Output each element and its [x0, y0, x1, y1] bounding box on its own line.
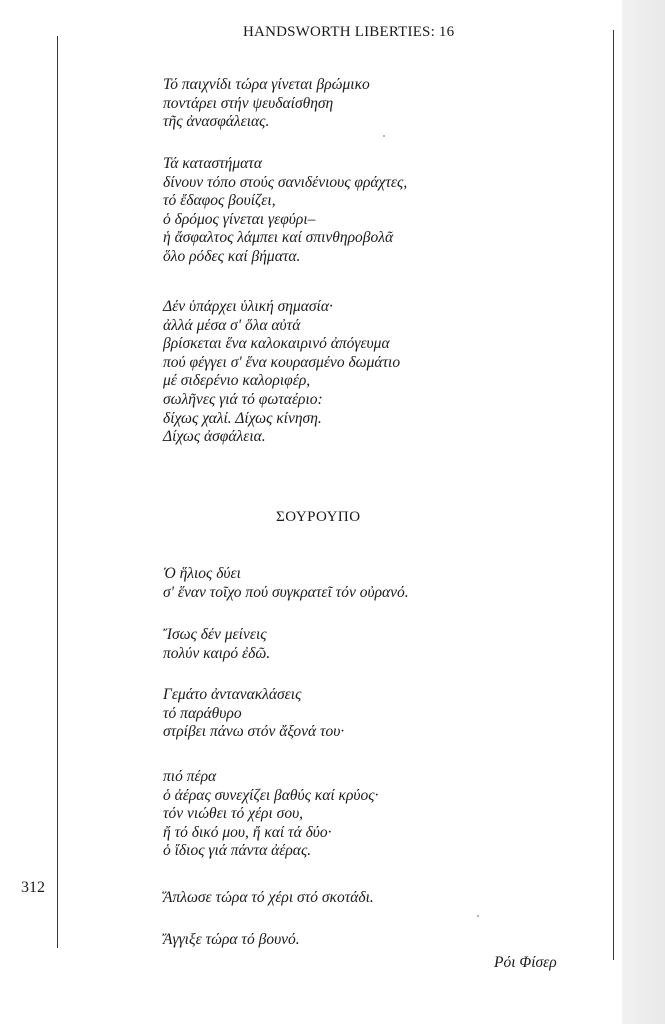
right-margin-rule — [613, 30, 614, 960]
poem2-stanza-3 — [163, 686, 344, 742]
verse-line: σ' ἕναν τοῖχο πού συγκρατεῖ τόν οὐρανό. — [163, 583, 409, 601]
verse-line: πού φέγγει σ' ἕνα κουρασμένο δωμάτιο — [163, 353, 401, 371]
poem2-stanza-1 — [163, 565, 409, 602]
verse-line: Ἄγγιξε τώρα τό βουνό. — [163, 931, 300, 948]
verse-line: ὅλο ρόδες καί βήματα. — [163, 247, 301, 265]
print-speck — [383, 135, 385, 137]
verse-line: τό παράθυρο — [163, 704, 242, 722]
verse-line: ἀλλά μέσα σ' ὅλα αὐτά — [163, 316, 301, 334]
verse-line: ὁ δρόμος γίνεται γεφύρι– — [163, 210, 316, 228]
verse-line: Τό παιχνίδι τώρα γίνεται βρώμικο — [163, 76, 370, 93]
poem2-stanza-5 — [163, 889, 374, 908]
verse-line: τῆς ἀνασφάλειας. — [163, 113, 270, 131]
poem2-stanza-6 — [163, 931, 300, 950]
verse-line: δίχως χαλί. Δίχως κίνηση. — [163, 409, 322, 427]
verse-line: πιό πέρα — [163, 768, 217, 785]
verse-line: ποντάρει στήν ψευδαίσθηση — [163, 94, 334, 112]
verse-line: Δέν ὑπάρχει ὑλική σημασία· — [163, 298, 333, 315]
verse-line: ἤ τό δικό μου, ἤ καί τά δύο· — [163, 823, 332, 841]
verse-line: Τά καταστήματα — [163, 155, 262, 172]
poem1-stanza-3 — [163, 298, 400, 447]
verse-line: ὁ ἀέρας συνεχίζει βαθύς καί κρύος· — [163, 786, 379, 804]
poem2-stanza-4 — [163, 768, 378, 861]
verse-line: Γεμάτο ἀντανακλάσεις — [163, 686, 302, 703]
verse-line: Ἅπλωσε τώρα τό χέρι στό σκοτάδι. — [163, 889, 374, 906]
running-header: HANDSWORTH LIBERTIES: 16 — [243, 24, 455, 40]
verse-line: ὁ ἴδιος γιά πάντα ἀέρας. — [163, 842, 312, 860]
poem2-stanza-2 — [163, 626, 270, 663]
page-number: 312 — [21, 879, 45, 896]
verse-line: Ὁ ἥλιος δύει — [163, 565, 241, 582]
verse-line: ἡ ἄσφαλτος λάμπει καί σπινθηροβολᾶ — [163, 229, 394, 247]
poem1-stanza-1 — [163, 76, 370, 132]
verse-line: στρίβει πάνω στόν ἄξονά του· — [163, 723, 345, 741]
verse-line: Ἴσως δέν μείνεις — [163, 626, 267, 643]
verse-line: Δίχως ἀσφάλεια. — [163, 428, 266, 446]
verse-line: μέ σιδερένιο καλοριφέρ, — [163, 372, 311, 390]
verse-line: βρίσκεται ἕνα καλοκαιρινό ἀπόγευμα — [163, 335, 390, 353]
poem-title: ΣΟΥΡΟΥΠΟ — [276, 509, 361, 525]
verse-line: πολύν καιρό ἐδῶ. — [163, 644, 271, 662]
page-edge-shadow — [622, 0, 665, 1024]
print-speck — [477, 915, 479, 917]
verse-line: δίνουν τόπο στούς σανιδένιους φράχτες, — [163, 173, 408, 191]
verse-line: σωλῆνες γιά τό φωταέριο: — [163, 390, 323, 408]
verse-line: τόν νιώθει τό χέρι σου, — [163, 805, 304, 823]
author-signature: Ρόι Φίσερ — [494, 954, 557, 971]
poem1-stanza-2 — [163, 155, 407, 267]
verse-line: τό ἔδαφος βουίζει, — [163, 192, 276, 210]
left-margin-rule — [57, 36, 58, 948]
